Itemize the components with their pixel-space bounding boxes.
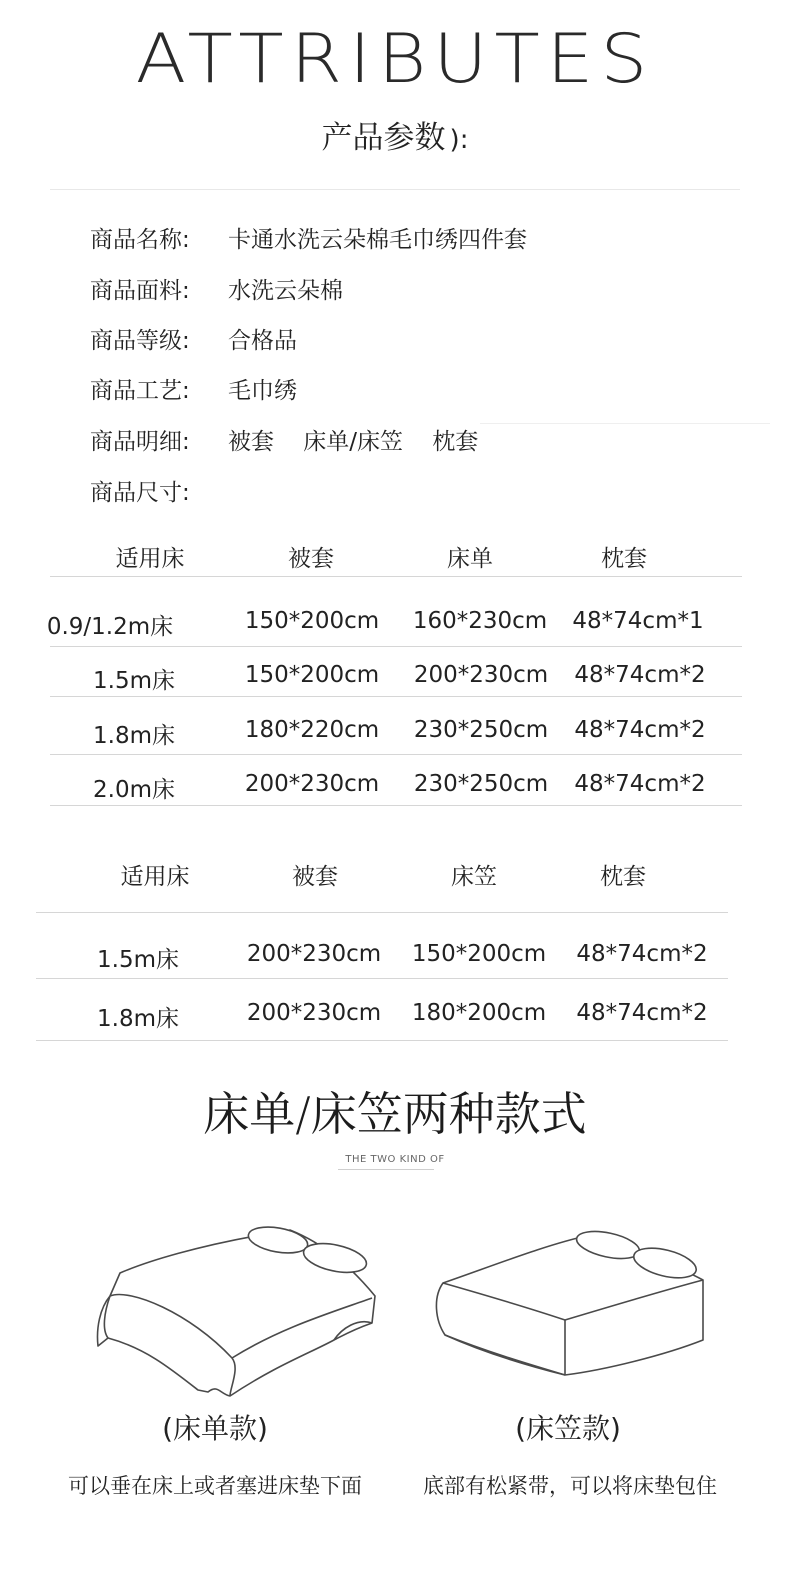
- flat-sheet-description: 可以垂在床上或者塞进床垫下面: [68, 1474, 362, 1498]
- table-header-cell: 枕套: [600, 864, 646, 890]
- attr-value: 毛巾绣: [228, 378, 297, 404]
- attr-value: 卡通水洗云朵棉毛巾绣四件套: [228, 227, 527, 253]
- attr-key: 商品工艺:: [90, 378, 190, 404]
- attr-row-craft: [90, 376, 297, 406]
- attr-row-grade: [90, 326, 297, 356]
- fitted-sheet-caption: (床笠款): [515, 1412, 621, 1445]
- attr-value: 被套 床单/床笠 枕套: [228, 429, 479, 455]
- subtitle-underline: [338, 1169, 434, 1170]
- title-english: ATTRIBUTES: [135, 19, 655, 99]
- table-cell: 1.8m床: [97, 1006, 179, 1032]
- table-divider: [50, 754, 742, 755]
- attr-divider: [480, 423, 770, 424]
- attr-row-details: [90, 427, 478, 457]
- table-cell: 1.5m床: [97, 947, 179, 973]
- table-cell: 180*200cm: [411, 1000, 547, 1026]
- styles-title: 床单/床笠两种款式: [203, 1087, 587, 1141]
- table-header-cell: 被套: [288, 546, 334, 572]
- table-header-cell: 床单: [447, 546, 493, 572]
- title-chinese-text: 产品参数: [321, 120, 446, 156]
- header-divider: [50, 189, 740, 190]
- table-header-cell: 枕套: [601, 546, 647, 572]
- attr-key: 商品等级:: [90, 328, 190, 354]
- table-cell: 0.9/1.2m床: [46, 614, 174, 640]
- table-divider: [50, 805, 742, 806]
- table-cell: 48*74cm*2: [574, 662, 706, 688]
- table-divider: [36, 1040, 728, 1041]
- table-cell: 48*74cm*2: [574, 717, 706, 743]
- table-cell: 150*200cm: [411, 941, 547, 967]
- attr-key: 商品名称:: [90, 227, 190, 253]
- attr-row-name: [90, 225, 527, 255]
- table-cell: 48*74cm*2: [576, 1000, 708, 1026]
- table-cell: 180*220cm: [244, 717, 380, 743]
- table-cell: 200*230cm: [246, 941, 382, 967]
- attr-row-size: [90, 478, 228, 508]
- table-cell: 200*230cm: [244, 771, 380, 797]
- table-cell: 200*230cm: [246, 1000, 382, 1026]
- attr-key: 商品尺寸:: [90, 480, 190, 506]
- table-divider: [50, 696, 742, 697]
- table-cell: 150*200cm: [244, 662, 380, 688]
- styles-subtitle: THE TWO KIND OF: [345, 1154, 445, 1165]
- table-cell: 230*250cm: [413, 717, 549, 743]
- table-cell: 1.8m床: [93, 723, 175, 749]
- table-cell: 48*74cm*2: [576, 941, 708, 967]
- table-cell: 2.0m床: [93, 777, 175, 803]
- fitted-sheet-description: 底部有松紧带，可以将床垫包住: [423, 1474, 717, 1498]
- table-header-cell: 被套: [292, 864, 338, 890]
- attr-key: 商品明细:: [90, 429, 190, 455]
- flat-sheet-bed-illustration: [90, 1218, 390, 1398]
- table-cell: 48*74cm*1: [572, 608, 704, 634]
- attr-key: 商品面料:: [90, 278, 190, 304]
- title-chinese: [0, 112, 790, 157]
- flat-sheet-caption: (床单款): [162, 1412, 268, 1445]
- table-divider: [50, 646, 742, 647]
- fitted-sheet-bed-illustration: [425, 1225, 715, 1385]
- attr-value: 合格品: [228, 328, 297, 354]
- table-cell: 48*74cm*2: [574, 771, 706, 797]
- table-header-cell: 适用床: [120, 864, 190, 890]
- table-cell: 200*230cm: [413, 662, 549, 688]
- attr-row-fabric: [90, 276, 343, 306]
- title-suffix: ):: [449, 125, 469, 155]
- table-header-cell: 床笠: [451, 864, 497, 890]
- table-cell: 150*200cm: [244, 608, 380, 634]
- table-cell: 1.5m床: [93, 668, 175, 694]
- table-divider: [36, 912, 728, 913]
- attr-value: 水洗云朵棉: [228, 278, 343, 304]
- table-header-cell: 适用床: [115, 546, 185, 572]
- table-cell: 230*250cm: [413, 771, 549, 797]
- table-cell: 160*230cm: [412, 608, 548, 634]
- table-divider: [36, 978, 728, 979]
- table-divider: [50, 576, 742, 577]
